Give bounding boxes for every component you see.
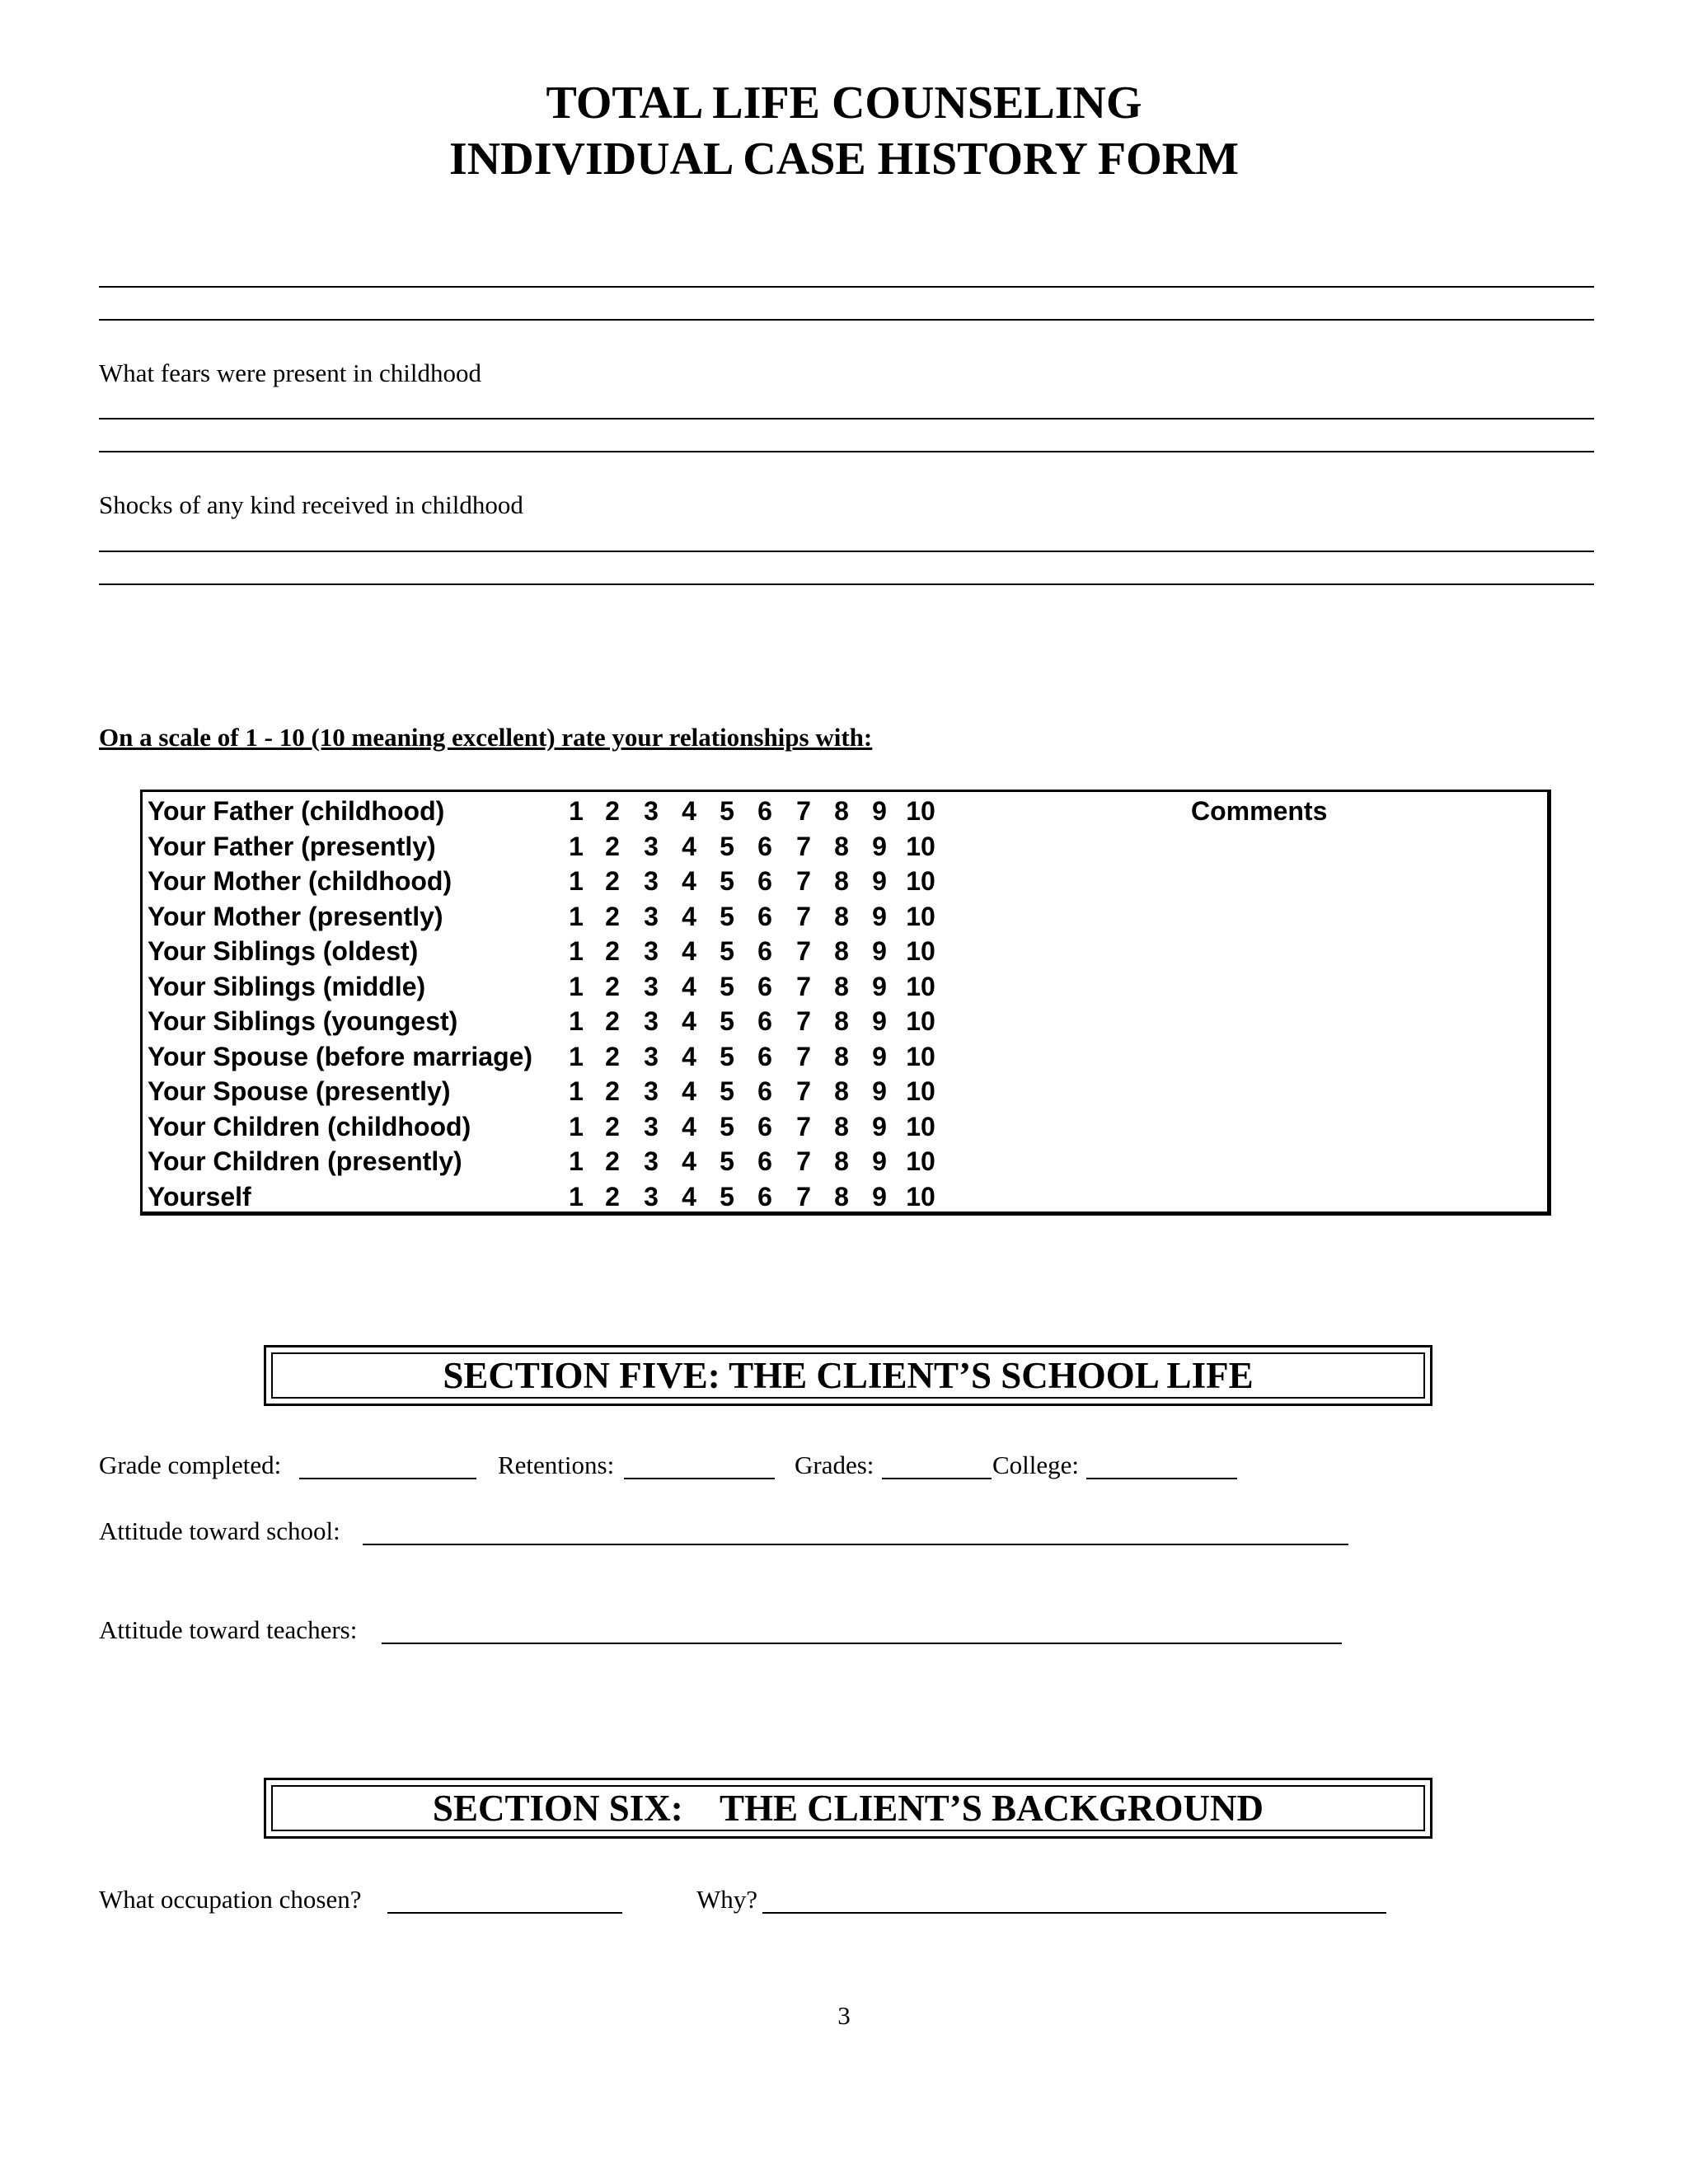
rating-option[interactable]: 6: [757, 1006, 772, 1036]
fears-question: What fears were present in childhood: [99, 359, 481, 387]
rating-option[interactable]: 5: [720, 936, 734, 966]
rating-option[interactable]: 7: [796, 831, 811, 861]
rating-option[interactable]: 8: [834, 831, 849, 861]
occupation-label: What occupation chosen?: [99, 1885, 362, 1914]
rating-option[interactable]: 10: [906, 831, 935, 861]
rating-option[interactable]: 4: [682, 1041, 696, 1071]
rating-option[interactable]: 8: [834, 901, 849, 931]
shocks-question: Shocks of any kind received in childhood: [99, 490, 523, 519]
rating-option[interactable]: 2: [605, 971, 620, 1001]
rating-option[interactable]: 7: [796, 936, 811, 966]
rating-row-label: Your Siblings (middle): [148, 971, 426, 1001]
rating-row: [148, 866, 1540, 902]
section-five-header: [264, 1345, 1432, 1406]
rating-option[interactable]: 3: [644, 1111, 659, 1141]
rating-option[interactable]: 4: [682, 1181, 696, 1212]
rating-option[interactable]: 7: [796, 1006, 811, 1036]
answer-line[interactable]: [99, 286, 1594, 288]
occupation-field[interactable]: [387, 1912, 622, 1914]
attitude-school-label: Attitude toward school:: [99, 1516, 340, 1545]
grade-completed-label: Grade completed:: [99, 1451, 282, 1479]
attitude-teachers-field[interactable]: [382, 1643, 1342, 1644]
rating-option[interactable]: 6: [757, 901, 772, 931]
rating-option[interactable]: 8: [834, 796, 849, 826]
rating-option[interactable]: 2: [605, 1146, 620, 1176]
rating-row: [148, 1076, 1540, 1112]
rating-row-label: Your Spouse (before marriage): [148, 1041, 533, 1071]
rating-option[interactable]: 6: [757, 1041, 772, 1071]
rating-option[interactable]: 1: [569, 831, 584, 861]
rating-option[interactable]: 7: [796, 1111, 811, 1141]
rating-option[interactable]: 6: [757, 831, 772, 861]
rating-option[interactable]: 9: [872, 936, 887, 966]
section-five-title: SECTION FIVE: THE CLIENT’S SCHOOL LIFE: [271, 1352, 1425, 1399]
rating-option[interactable]: 7: [796, 971, 811, 1001]
rating-option[interactable]: 3: [644, 936, 659, 966]
retentions-field[interactable]: [624, 1478, 775, 1479]
rating-option[interactable]: 7: [796, 866, 811, 896]
rating-option[interactable]: 4: [682, 831, 696, 861]
rating-row: [148, 936, 1540, 972]
rating-option[interactable]: 6: [757, 936, 772, 966]
rating-option[interactable]: 8: [834, 1076, 849, 1106]
rating-option[interactable]: 6: [757, 1181, 772, 1212]
rating-option[interactable]: 7: [796, 1076, 811, 1106]
rating-option[interactable]: 10: [906, 936, 935, 966]
college-label: College:: [992, 1451, 1080, 1479]
shocks-answer-line[interactable]: [99, 551, 1594, 552]
rating-option[interactable]: 5: [720, 1041, 734, 1071]
rating-option[interactable]: 9: [872, 1041, 887, 1071]
rating-option[interactable]: 10: [906, 1006, 935, 1036]
rating-row: [148, 972, 1540, 1007]
rating-option[interactable]: 6: [757, 1076, 772, 1106]
rating-row-label: Your Children (childhood): [148, 1111, 471, 1141]
rating-option[interactable]: 10: [906, 1076, 935, 1106]
answer-line[interactable]: [99, 319, 1594, 321]
rating-option[interactable]: 1: [569, 866, 584, 896]
rating-row-label: Your Siblings (youngest): [148, 1006, 458, 1036]
why-field[interactable]: [762, 1912, 1386, 1914]
form-title-line1: TOTAL LIFE COUNSELING: [546, 77, 1142, 129]
shocks-answer-line[interactable]: [99, 583, 1594, 585]
fears-answer-line[interactable]: [99, 451, 1594, 452]
rating-option[interactable]: 3: [644, 866, 659, 896]
rating-option[interactable]: 9: [872, 796, 887, 826]
rating-option[interactable]: 1: [569, 1006, 584, 1036]
rating-option[interactable]: 4: [682, 866, 696, 896]
attitude-school-field[interactable]: [363, 1544, 1348, 1545]
rating-option[interactable]: 10: [906, 901, 935, 931]
relationship-rating-table: [140, 790, 1551, 1216]
rating-option[interactable]: 3: [644, 1146, 659, 1176]
rating-option[interactable]: 10: [906, 971, 935, 1001]
rating-row-label: Your Mother (presently): [148, 901, 443, 931]
rating-option[interactable]: 4: [682, 936, 696, 966]
rating-option[interactable]: 8: [834, 1146, 849, 1176]
rating-option[interactable]: 2: [605, 831, 620, 861]
rating-option[interactable]: 9: [872, 866, 887, 896]
rating-row-label: Your Father (presently): [148, 831, 436, 861]
rating-row-label: Your Siblings (oldest): [148, 936, 419, 966]
rating-option[interactable]: 4: [682, 796, 696, 826]
rating-option[interactable]: 1: [569, 1076, 584, 1106]
grades-field[interactable]: [882, 1478, 992, 1479]
form-title-line2: INDIVIDUAL CASE HISTORY FORM: [449, 134, 1239, 185]
rating-row: [148, 832, 1540, 867]
rating-row: [148, 1112, 1540, 1147]
rating-row-label: Your Father (childhood): [148, 796, 445, 826]
rating-option[interactable]: 4: [682, 1006, 696, 1036]
rating-option[interactable]: 10: [906, 796, 935, 826]
page-number: 3: [837, 2001, 851, 2030]
rating-option[interactable]: 2: [605, 866, 620, 896]
rating-option[interactable]: 1: [569, 796, 584, 826]
rating-option[interactable]: 9: [872, 1181, 887, 1212]
rating-option[interactable]: 10: [906, 1181, 935, 1212]
grade-completed-field[interactable]: [299, 1478, 476, 1479]
rating-option[interactable]: 3: [644, 1076, 659, 1106]
rating-scale-heading: On a scale of 1 - 10 (10 meaning excellent) rate your relationships with:: [99, 723, 873, 752]
rating-option[interactable]: 8: [834, 1181, 849, 1212]
rating-option[interactable]: 1: [569, 1041, 584, 1071]
rating-option[interactable]: 6: [757, 971, 772, 1001]
rating-option[interactable]: 8: [834, 1111, 849, 1141]
section-six-header: [264, 1778, 1432, 1839]
rating-option[interactable]: 3: [644, 901, 659, 931]
rating-option[interactable]: 3: [644, 971, 659, 1001]
rating-option[interactable]: 10: [906, 866, 935, 896]
retentions-label: Retentions:: [498, 1451, 615, 1479]
rating-option[interactable]: 9: [872, 1006, 887, 1036]
rating-option[interactable]: 2: [605, 1041, 620, 1071]
rating-option[interactable]: 1: [569, 936, 584, 966]
rating-option[interactable]: 7: [796, 796, 811, 826]
rating-option[interactable]: 5: [720, 1006, 734, 1036]
rating-row: [148, 1042, 1540, 1077]
rating-option[interactable]: 7: [796, 1146, 811, 1176]
grades-label: Grades:: [795, 1451, 874, 1479]
rating-option[interactable]: 5: [720, 1146, 734, 1176]
rating-option[interactable]: 5: [720, 971, 734, 1001]
fears-answer-line[interactable]: [99, 418, 1594, 419]
rating-option[interactable]: 5: [720, 1076, 734, 1106]
rating-option[interactable]: 8: [834, 936, 849, 966]
rating-option[interactable]: 8: [834, 971, 849, 1001]
rating-option[interactable]: 5: [720, 1111, 734, 1141]
rating-option[interactable]: 8: [834, 1041, 849, 1071]
rating-option[interactable]: 6: [757, 866, 772, 896]
rating-option[interactable]: 2: [605, 901, 620, 931]
rating-option[interactable]: 7: [796, 901, 811, 931]
rating-option[interactable]: 2: [605, 936, 620, 966]
rating-option[interactable]: 7: [796, 1181, 811, 1212]
rating-option[interactable]: 3: [644, 796, 659, 826]
rating-option[interactable]: 3: [644, 831, 659, 861]
rating-option[interactable]: 9: [872, 1076, 887, 1106]
rating-option[interactable]: 5: [720, 866, 734, 896]
rating-option[interactable]: 6: [757, 1146, 772, 1176]
rating-option[interactable]: 9: [872, 901, 887, 931]
rating-row: [148, 1146, 1540, 1182]
attitude-teachers-label: Attitude toward teachers:: [99, 1615, 358, 1644]
rating-option[interactable]: 5: [720, 901, 734, 931]
rating-option[interactable]: 3: [644, 1181, 659, 1212]
rating-option[interactable]: 6: [757, 796, 772, 826]
college-field[interactable]: [1086, 1478, 1237, 1479]
rating-option[interactable]: 2: [605, 1076, 620, 1106]
rating-option[interactable]: 9: [872, 1111, 887, 1141]
rating-option[interactable]: 8: [834, 866, 849, 896]
rating-option[interactable]: 4: [682, 901, 696, 931]
rating-option[interactable]: 9: [872, 1146, 887, 1176]
rating-option[interactable]: 5: [720, 1181, 734, 1212]
rating-option[interactable]: 2: [605, 796, 620, 826]
rating-option[interactable]: 5: [720, 796, 734, 826]
rating-option[interactable]: 10: [906, 1146, 935, 1176]
rating-option[interactable]: 2: [605, 1006, 620, 1036]
rating-option[interactable]: 7: [796, 1041, 811, 1071]
rating-option[interactable]: 10: [906, 1111, 935, 1141]
rating-row-label: Your Mother (childhood): [148, 866, 452, 896]
rating-option[interactable]: 2: [605, 1181, 620, 1212]
rating-row-label: Yourself: [148, 1181, 251, 1212]
rating-option[interactable]: 6: [757, 1111, 772, 1141]
comments-column-header: Comments: [1191, 796, 1328, 826]
rating-option[interactable]: 1: [569, 971, 584, 1001]
rating-option[interactable]: 3: [644, 1006, 659, 1036]
rating-option[interactable]: 1: [569, 1146, 584, 1176]
section-six-title: SECTION SIX: THE CLIENT’S BACKGROUND: [271, 1785, 1425, 1831]
rating-row: [148, 902, 1540, 937]
rating-option[interactable]: 4: [682, 1111, 696, 1141]
rating-option[interactable]: 2: [605, 1111, 620, 1141]
rating-option[interactable]: 4: [682, 971, 696, 1001]
rating-row-label: Your Spouse (presently): [148, 1076, 451, 1106]
rating-option[interactable]: 3: [644, 1041, 659, 1071]
why-label: Why?: [696, 1885, 758, 1914]
rating-option[interactable]: 9: [872, 971, 887, 1001]
rating-row: [148, 796, 1540, 832]
rating-option[interactable]: 4: [682, 1076, 696, 1106]
rating-option[interactable]: 1: [569, 1111, 584, 1141]
rating-option[interactable]: 5: [720, 831, 734, 861]
rating-option[interactable]: 4: [682, 1146, 696, 1176]
rating-option[interactable]: 10: [906, 1041, 935, 1071]
rating-row: [148, 1006, 1540, 1042]
rating-row: [148, 1182, 1540, 1217]
rating-option[interactable]: 9: [872, 831, 887, 861]
rating-option[interactable]: 1: [569, 1181, 584, 1212]
rating-option[interactable]: 1: [569, 901, 584, 931]
rating-option[interactable]: 8: [834, 1006, 849, 1036]
rating-row-label: Your Children (presently): [148, 1146, 462, 1176]
